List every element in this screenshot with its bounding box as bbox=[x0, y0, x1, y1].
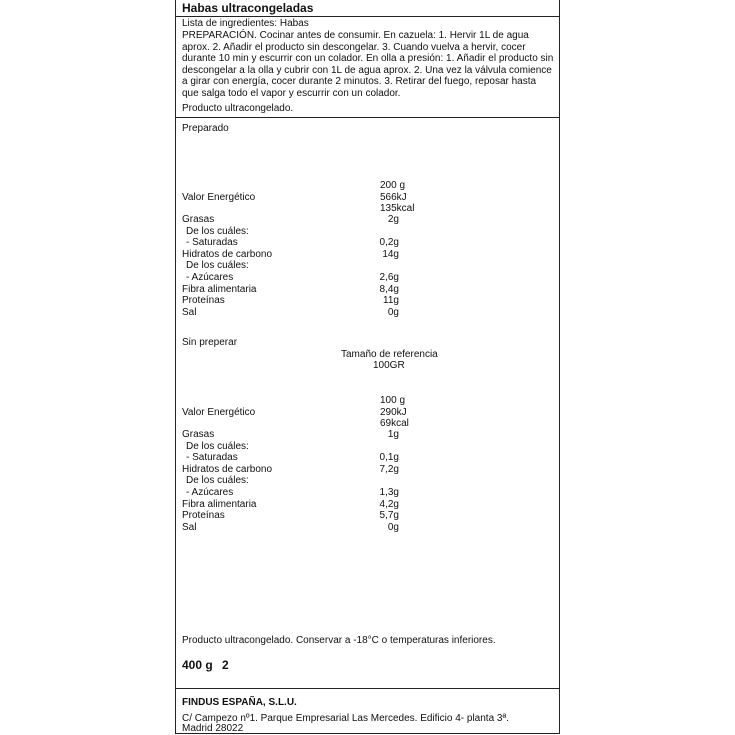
prepared-heading: Preparado bbox=[182, 123, 229, 134]
nutrient-value: 5,7g bbox=[379, 510, 399, 522]
nutrient-label: - Azúcares bbox=[186, 487, 234, 498]
nutrient-label: - Saturadas bbox=[186, 237, 238, 249]
nutrient-value: 7,2g bbox=[379, 463, 399, 475]
unprepared-energy-label: Valor Energético bbox=[182, 407, 256, 418]
nutrient-label: - Azúcares bbox=[186, 272, 234, 283]
section-divider bbox=[176, 117, 559, 118]
nutrient-label: Sal bbox=[182, 521, 197, 533]
nutrient-value: 8,4g bbox=[379, 283, 399, 295]
net-weight bbox=[182, 658, 229, 672]
nutrient-label: Hidratos de carbono bbox=[182, 248, 273, 260]
unprepared-portion: 100 g bbox=[380, 395, 406, 406]
unprepared-energy-kj: 290kJ bbox=[380, 407, 407, 418]
nutrient-value: 0g bbox=[387, 306, 399, 318]
nutrient-label: Hidratos de carbono bbox=[182, 463, 273, 475]
prepared-portion: 200 g bbox=[380, 180, 406, 191]
company-name: FINDUS ESPAÑA, S.L.U. bbox=[182, 697, 297, 708]
nutrient-value: 11g bbox=[383, 295, 399, 307]
nutrient-value: 2,6g bbox=[379, 272, 399, 283]
company-address-line1: C/ Campezo nº1. Parque Empresarial Las Mercedes. Edificio 4- planta 3ª. bbox=[182, 713, 509, 724]
nutrient-label: De los cuáles: bbox=[186, 225, 249, 237]
company-address-line2: Madrid 28022 bbox=[182, 723, 244, 734]
unprepared-energy-kcal: 69kcal bbox=[380, 418, 409, 429]
title-divider bbox=[176, 16, 559, 17]
company-divider bbox=[176, 688, 559, 689]
nutrient-value: 2g bbox=[387, 214, 399, 225]
reference-label: Tamaño de referencia bbox=[341, 349, 438, 360]
nutrient-label: De los cuáles: bbox=[186, 260, 249, 272]
nutrient-label: Fibra alimentaria bbox=[182, 283, 257, 295]
prepared-energy-kj: 566kJ bbox=[380, 192, 407, 203]
nutrient-value: 4,2g bbox=[379, 498, 399, 510]
nutrient-value: 14g bbox=[382, 248, 399, 260]
nutrient-value: 0,1g bbox=[379, 452, 399, 464]
nutrient-label: Proteínas bbox=[182, 295, 225, 307]
nutrient-label: De los cuáles: bbox=[186, 475, 249, 487]
prepared-energy-label: Valor Energético bbox=[182, 192, 256, 203]
nutrient-label: Grasas bbox=[182, 429, 215, 440]
preparation-text: PREPARACIÓN. Cocinar antes de consumir. En cazuela: 1. Hervir 1L de agua aprox. 2. Añadir el producto sin descongelar. 3. Cuando vuelva a hervir, cocer durante 10 min y escurrir con un colador. En olla a presión: 1. Añadir el producto sin descongelar a la olla y cubrir con 1L de agua aprox. 2. Una vez la válvula comience a girar con energía, cocer durante 2 minutos. 3. Retirar del fuego, reposar hasta que salga todo el vapor y escurrir con un colador. bbox=[182, 30, 554, 99]
unprepared-heading: Sin preperar bbox=[182, 337, 238, 348]
nutrient-label: Sal bbox=[182, 306, 197, 318]
nutrient-value: 1g bbox=[387, 429, 399, 440]
storage-text: Producto ultracongelado. Conservar a -18°C o temperaturas inferiores. bbox=[182, 635, 496, 646]
nutrient-label: Proteínas bbox=[182, 510, 225, 522]
net-weight-value: 400 g bbox=[182, 658, 213, 672]
reference-value: 100GR bbox=[373, 360, 405, 371]
nutrient-value: 0g bbox=[387, 521, 399, 533]
nutrient-label: - Saturadas bbox=[186, 452, 238, 464]
nutrient-value: 0,2g bbox=[379, 237, 399, 249]
ingredients-text: Lista de ingredientes: Habas bbox=[182, 18, 309, 29]
units-count: 2 bbox=[222, 658, 229, 672]
nutrient-label: Grasas bbox=[182, 214, 215, 225]
product-label bbox=[175, 0, 560, 734]
nutrient-label: De los cuáles: bbox=[186, 440, 249, 452]
product-type-text: Producto ultracongelado. bbox=[182, 103, 294, 114]
nutrient-value: 1,3g bbox=[379, 487, 399, 498]
prepared-energy-kcal: 135kcal bbox=[380, 203, 415, 214]
product-title: Habas ultracongeladas bbox=[182, 1, 314, 15]
nutrient-label: Fibra alimentaria bbox=[182, 498, 257, 510]
